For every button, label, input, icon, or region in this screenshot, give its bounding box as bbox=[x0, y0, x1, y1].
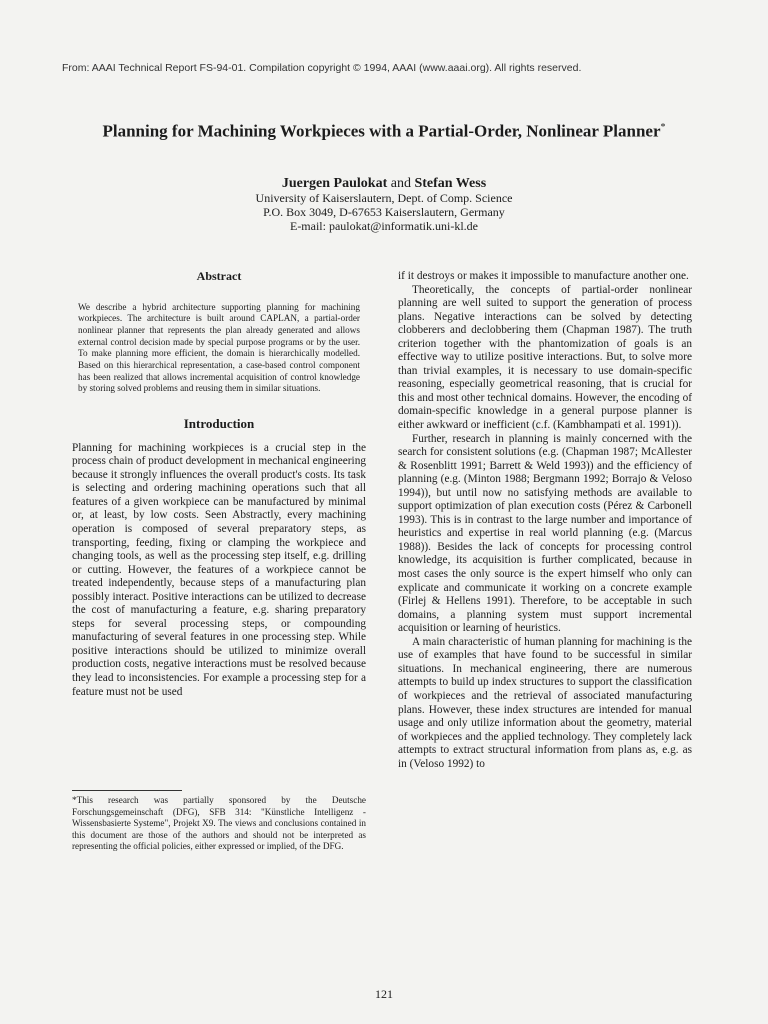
copyright-header: From: AAAI Technical Report FS-94-01. Compilation copyright © 1994, AAAI (www.aaai.org). All rights reserved. bbox=[62, 62, 582, 74]
abstract-heading: Abstract bbox=[196, 269, 242, 283]
continued-paragraph: if it destroys or makes it impossible to manufacture another one. bbox=[398, 270, 689, 282]
footnote-text: This research was partially sponsored by the Deutsche Forschungsgemeinschaft (DFG), SFB 314: "Künstliche Intelligenz - Wissensbasierte Systeme", Projekt X9. The views and conclusions contained in this document are those of the authors and should not be interpreted as representing the official policies, either expressed or implied, of the DFG. bbox=[72, 795, 366, 852]
affiliation: University of Kaiserslautern, Dept. of Comp. Science bbox=[255, 191, 513, 205]
page-number: 121 bbox=[375, 987, 393, 1001]
footnote-divider bbox=[72, 790, 182, 791]
footnote bbox=[72, 795, 366, 853]
introduction-heading: Introduction bbox=[183, 416, 255, 432]
body-paragraph-2: Theoretically, the concepts of partial-order nonlinear planning are well suited to support the generation of process plans. Negative interactions can be solved by detecting clobberers and declobbering them (Chapman 1987). The truth criterion together with the phantomization of goals is an effective way to utilize positive interactions. But, to solve more than trivial examples, it is necessary to use domain-specific reasoning, especially geometrical reasoning, that is crucial for this and most other technical domains. However, the encoding of domain-specific knowledge in a general purpose planner is either awkward or inefficient (c.f. (Kambhampati et al. 1991)). bbox=[398, 283, 692, 432]
author-block bbox=[60, 176, 708, 233]
body-paragraph-3: Further, research in planning is mainly concerned with the search for consistent solutions (e.g. (Chapman 1987; McAllester & Rosenblitt 1991; Barrett & Weld 1993)) and the efficiency of planning (e.g. (Minton 1988; Bergmann 1992; Borrajo & Veloso 1994)), but until now no satisfying methods are available to support optimization of plan execution costs (Pérez & Carbonell 1993). This is in contrast to the large number and importance of heuristics and expertise in real world planning (e.g. (Marcus 1988)). Besides the lack of concepts for processing control knowledge, its acquisition is further complicated, because in most cases the only source is the expert himself who only can explicate and communicate it working on a concrete example (Firlej & Hellens 1991). Therefore, to be acceptable in such domains, a planning system must support incremental acquisition or learning of heuristics. bbox=[398, 432, 692, 635]
author-names bbox=[60, 176, 708, 191]
right-column bbox=[398, 270, 692, 771]
contact-email: E-mail: paulokat@informatik.uni-kl.de bbox=[289, 219, 478, 233]
paper-title bbox=[60, 118, 708, 142]
abstract-text: We describe a hybrid architecture supporting planning for machining workpieces. The architecture is built around CAPLAN, a partial-order nonlinear planner that represents the plan already generated and allows external control decision made by special purpose programs or by the user. To make planning more efficient, the domain is hierarchically modelled. Based on this hierarchical representation, a case-based control component has been realized that allows incremental acquisition of control knowledge by storing solved problems and reusing them in similar situations. bbox=[78, 301, 360, 394]
author-conjunction: and bbox=[390, 176, 411, 191]
body-paragraph-4: A main characteristic of human planning for machining is the use of examples that have found to be successful in similar situations. In mechanical engineering, there are numerous attempts to build up index structures to support the classification of workpieces and the retrieval of associated manufacturing plans. However, these index structures are intended for manual usage and only utilize information about the geometry, material of workpieces and the applied technology. They completely lack attempts to extract structural information from plans as, e.g. as in (Veloso 1992) to bbox=[398, 635, 692, 770]
postal-address: P.O. Box 3049, D-67653 Kaiserslautern, Germany bbox=[263, 205, 505, 219]
author-2: Stefan Wess bbox=[414, 176, 487, 191]
paper-title-text: Planning for Machining Workpieces with a Partial-Order, Nonlinear Planner bbox=[102, 121, 661, 141]
introduction-paragraph-1: Planning for machining workpieces is a crucial step in the process chain of product development in mechanical engineering because it strongly influences the overall product's costs. Its task is selecting and ordering machining operations such that all features of a given workpiece can be manufactured by minimal or, at least, by low costs. Seen Abstractly, every machining operation is composed of several preparatory steps, as transporting, feeding, fixing or clamping the workpiece and changing tools, as well as the processing step itself, e.g. drilling or cutting. However, the features of a workpiece cannot be treated independently, because steps of a manufacturing plan possibly interact. Positive interactions can be utilized to decrease the cost of manufacturing a feature, e.g. sharing preparatory steps for several processing steps, or compounding manufacturing of several features in one processing step. While positive interactions should be utilized to minimize overall production costs, negative interactions must be resolved because they lead to inconsistencies. For example a processing step for a feature must not be used bbox=[72, 441, 366, 698]
author-1: Juergen Paulokat bbox=[281, 176, 388, 191]
footnote-mark: * bbox=[72, 795, 77, 805]
title-footnote-mark: * bbox=[660, 122, 666, 133]
left-column bbox=[72, 270, 366, 699]
